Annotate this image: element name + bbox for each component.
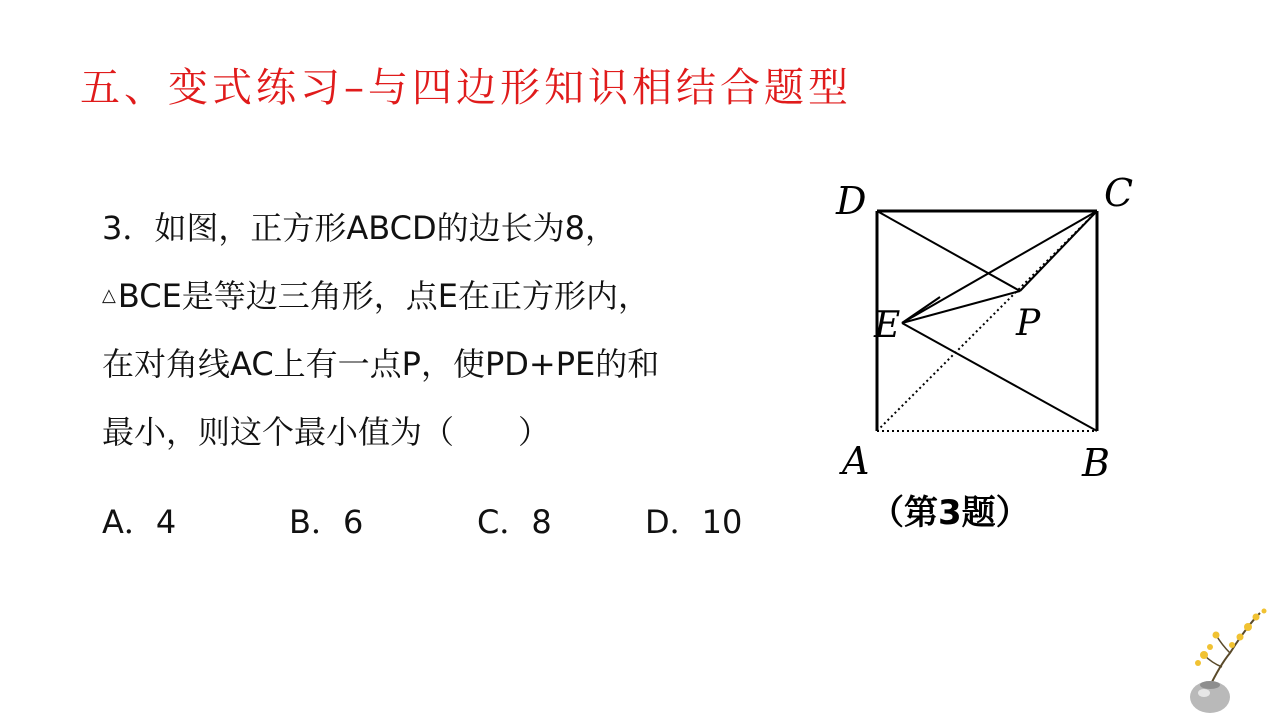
segment-dp	[877, 211, 1020, 291]
option-a[interactable]: A．4	[102, 503, 177, 541]
question-text	[102, 200, 782, 472]
triangle-symbol: △	[102, 285, 116, 306]
label-e: E	[874, 305, 901, 346]
option-b[interactable]: B．6	[289, 503, 364, 541]
question-line-1: 3．如图，正方形ABCD的边长为8，	[102, 209, 617, 247]
square-diagram	[820, 160, 1140, 540]
answer-options	[102, 498, 802, 546]
question-line-2	[102, 268, 782, 336]
option-d[interactable]: D．10	[645, 503, 743, 541]
slide-title: 五、变式练习–与四边形知识相结合题型	[80, 65, 852, 111]
segment-pc	[1020, 211, 1097, 291]
geometry-figure	[820, 160, 1140, 540]
option-c[interactable]: C．8	[477, 503, 552, 541]
label-c: C	[1104, 171, 1134, 215]
question-line-2-text: BCE是等边三角形，点E在正方形内，	[117, 277, 651, 315]
label-d: D	[836, 179, 867, 223]
question-line-3: 在对角线AC上有一点P，使PD+PE的和	[102, 345, 660, 383]
plum-blossom-vase-icon	[1170, 605, 1270, 715]
segment-ec	[902, 211, 1097, 323]
label-p: P	[1016, 303, 1041, 344]
segment-ed-extra	[902, 297, 940, 323]
question-line-4: 最小，则这个最小值为（ ）	[102, 413, 551, 451]
label-b: B	[1082, 441, 1110, 485]
figure-caption: （第3题）	[870, 493, 1030, 533]
label-a: A	[842, 439, 870, 483]
